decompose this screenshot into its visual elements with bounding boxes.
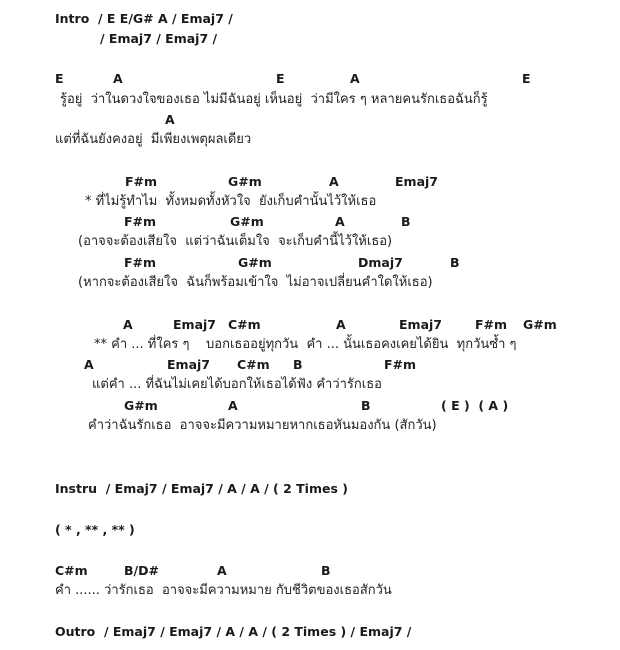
chord-label: E xyxy=(276,71,285,86)
chorus-chords-1 xyxy=(0,317,620,333)
chord-label: A xyxy=(165,112,175,127)
repeat-note: ( * , ** , ** ) xyxy=(55,522,135,537)
chord-label: G#m xyxy=(230,214,264,229)
chord-label: G#m xyxy=(238,255,272,270)
chorus-chords-3 xyxy=(0,398,620,414)
chord-label: Emaj7 xyxy=(167,357,210,372)
chord-label: A xyxy=(217,563,227,578)
pre-chorus-chords-3 xyxy=(0,255,620,271)
instru-line: Instru / Emaj7 / Emaj7 / A / A / ( 2 Times ) xyxy=(55,481,348,496)
pre-chorus-lyric-3: (หากจะต้องเสียใจ ฉันก็พร้อมเข้าใจ ไม่อาจเปลี่ยนคำใดให้เธอ) xyxy=(78,275,433,290)
outro-line: Outro / Emaj7 / Emaj7 / A / A / ( 2 Times ) / Emaj7 / xyxy=(55,624,412,639)
intro-line-2: / Emaj7 / Emaj7 / xyxy=(100,31,218,46)
verse-lyric-1: รู้อยู่ ว่าในดวงใจของเธอ ไม่มีฉันอยู่ เห็นอยู่ ว่ามีใคร ๆ หลายคนรักเธอฉันก็รู้ xyxy=(60,92,488,107)
chord-label: C#m xyxy=(55,563,88,578)
pre-chorus-chords-1 xyxy=(0,174,620,190)
verse-chords-1 xyxy=(0,71,620,87)
chord-label: E xyxy=(522,71,531,86)
pre-chorus-chords-2 xyxy=(0,214,620,230)
chorus-lyric-1: ** คำ ... ที่ใคร ๆ บอกเธออยู่ทุกวัน คำ ... นั้นเธอคงเคยได้ยิน ทุกวันซ้ำ ๆ xyxy=(94,337,517,352)
chord-label: F#m xyxy=(475,317,508,332)
chord-label: ( E ) ( A ) xyxy=(441,398,509,413)
chord-label: F#m xyxy=(384,357,417,372)
chord-label: C#m xyxy=(228,317,261,332)
chord-label: B xyxy=(401,214,411,229)
chord-label: G#m xyxy=(523,317,557,332)
bridge-chords xyxy=(0,563,620,579)
chord-label: A xyxy=(329,174,339,189)
chord-label: Emaj7 xyxy=(399,317,442,332)
verse-lyric-2: แต่ที่ฉันยังคงอยู่ มีเพียงเพตุผลเดียว xyxy=(55,132,252,147)
chord-label: B xyxy=(450,255,460,270)
pre-chorus-lyric-1: * ที่ไม่รู้ทำไม ทั้งหมดทั้งหัวใจ ยังเก็บคำนั้นไว้ให้เธอ xyxy=(85,194,377,209)
chord-label: Dmaj7 xyxy=(358,255,403,270)
chord-label: B xyxy=(361,398,371,413)
chord-label: B/D# xyxy=(124,563,159,578)
intro-line-1: Intro / E E/G# A / Emaj7 / xyxy=(55,11,233,26)
chord-label: F#m xyxy=(125,174,158,189)
chord-label: F#m xyxy=(124,214,157,229)
chord-label: A xyxy=(336,317,346,332)
bridge-lyric: คำ ...... ว่ารักเธอ อาจจะมีความหมาย กับชีวิตของเธอสักวัน xyxy=(55,583,392,598)
chord-label: F#m xyxy=(124,255,157,270)
chord-label: A xyxy=(113,71,123,86)
chord-label: C#m xyxy=(237,357,270,372)
chorus-lyric-2: แต่คำ ... ที่ฉันไม่เคยได้บอกให้เธอได้ฟัง คำว่ารักเธอ xyxy=(92,377,382,392)
chorus-chords-2 xyxy=(0,357,620,373)
pre-chorus-lyric-2: (อาจจะต้องเสียใจ แต่ว่าฉันเต็มใจ จะเก็บคำนี้ไว้ให้เธอ) xyxy=(78,234,393,249)
chord-label: A xyxy=(335,214,345,229)
chord-label: G#m xyxy=(228,174,262,189)
chord-label: E xyxy=(55,71,64,86)
chord-label: A xyxy=(228,398,238,413)
chord-label: A xyxy=(84,357,94,372)
chord-label: A xyxy=(123,317,133,332)
chord-label: B xyxy=(293,357,303,372)
chorus-lyric-3: คำว่าฉันรักเธอ อาจจะมีความหมายหากเธอหันมองกัน (สักวัน) xyxy=(88,418,437,433)
chord-label: A xyxy=(350,71,360,86)
verse-chords-2 xyxy=(0,112,620,128)
chord-label: G#m xyxy=(124,398,158,413)
chord-label: Emaj7 xyxy=(395,174,438,189)
chord-label: Emaj7 xyxy=(173,317,216,332)
chord-label: B xyxy=(321,563,331,578)
